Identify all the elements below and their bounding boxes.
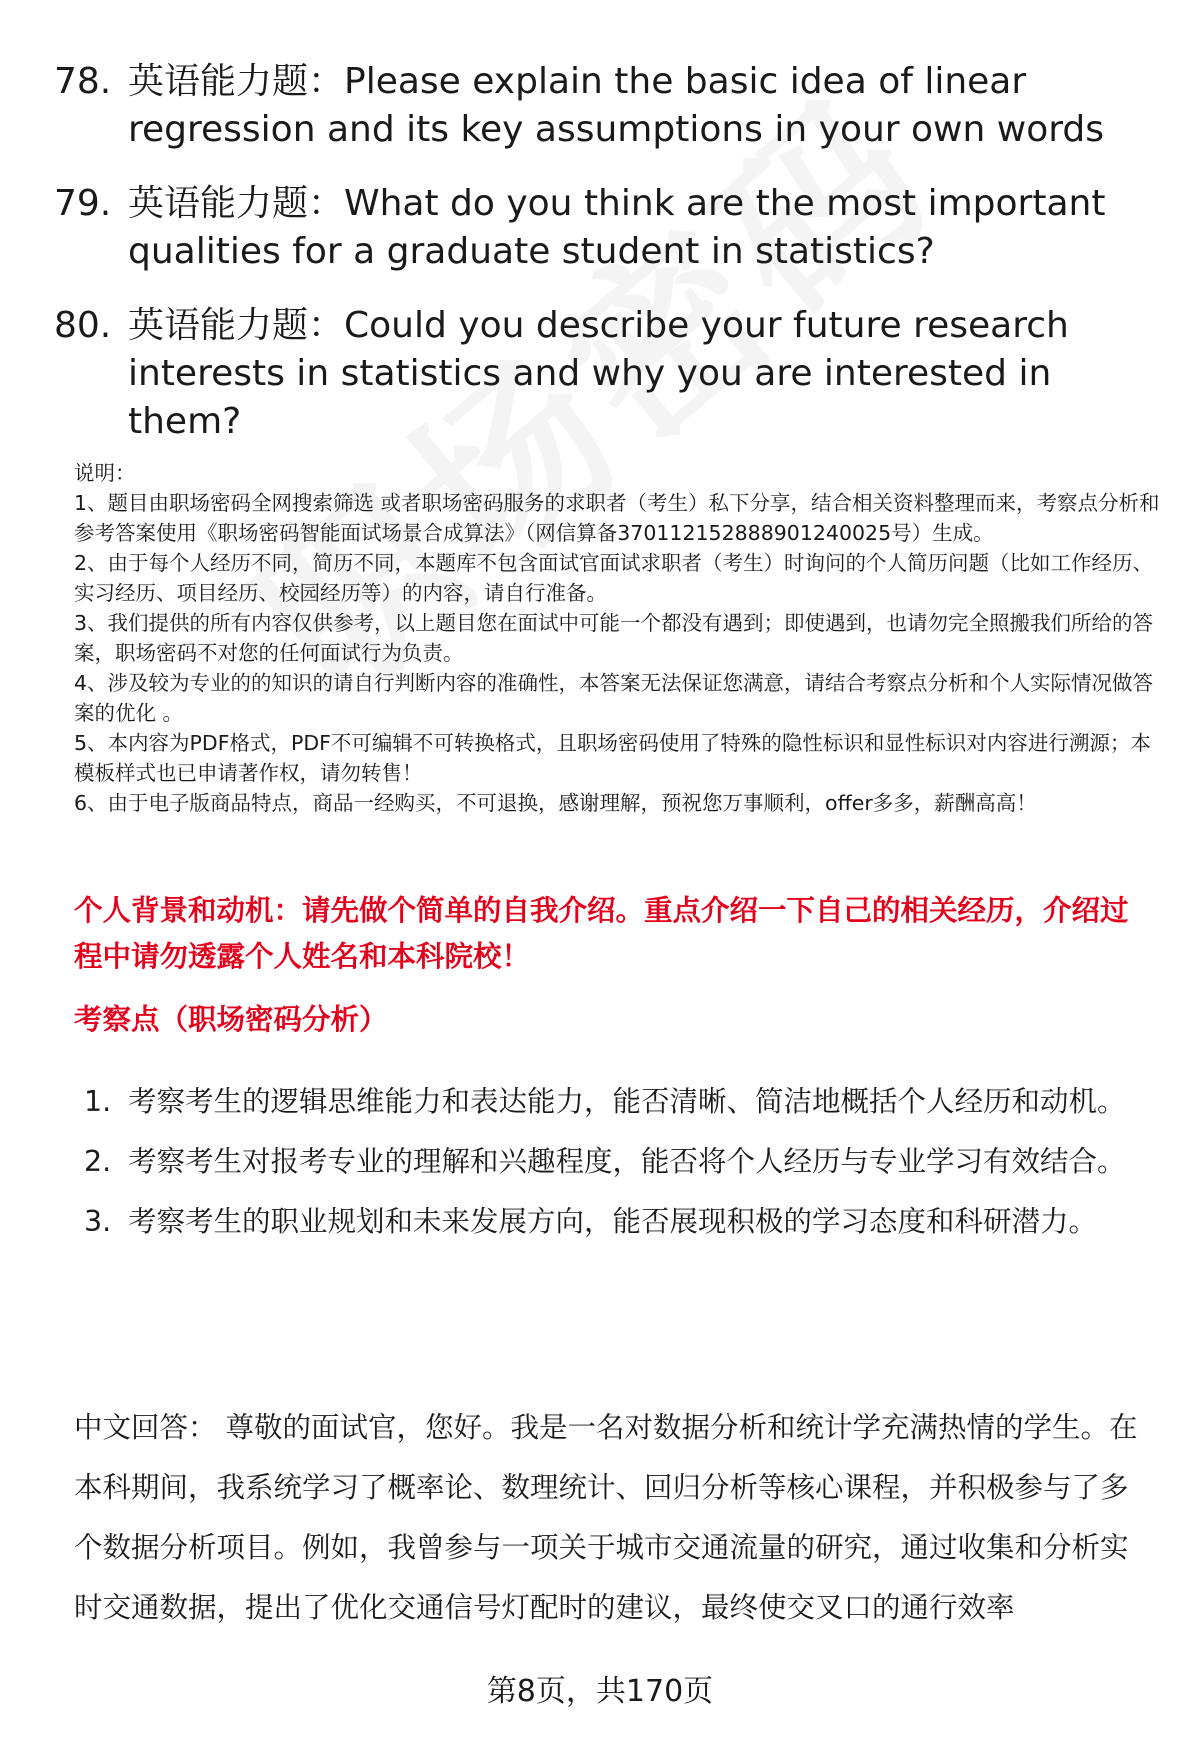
question-number: 79. bbox=[54, 183, 112, 224]
page-footer: 第8页，共170页 bbox=[486, 1674, 714, 1709]
highlight-question: 个人背景和动机：请先做个简单的自我介绍。重点介绍一下自己的相关经历，介绍过程中请勿透露个人姓名和本科院校！ bbox=[74, 894, 1129, 973]
notes-section bbox=[74, 458, 1164, 818]
point-number: 1. bbox=[84, 1085, 112, 1118]
analysis-title: 考察点（职场密码分析） bbox=[74, 1003, 388, 1036]
note-item: 6、由于电子版商品特点，商品一经购买，不可退换，感谢理解，预祝您万事顺利，offer多多，薪酬高高！ bbox=[74, 791, 1037, 815]
question-item bbox=[54, 58, 1164, 154]
answer-paragraph: 中文回答： 尊敬的面试官，您好。我是一名对数据分析和统计学充满热情的学生。在本科期间，我系统学习了概率论、数理统计、回归分析等核心课程，并积极参与了多个数据分析项目。例如，我曾参与一项关于城市交通流量的研究，通过收集和分析实时交通数据，提出了优化交通信号灯配时的建议，最终使交叉口的通行效率 bbox=[74, 1411, 1138, 1624]
question-number: 78. bbox=[54, 61, 112, 102]
note-item: 5、本内容为PDF格式，PDF不可编辑不可转换格式，且职场密码使用了特殊的隐性标识和显性标识对内容进行溯源；本模板样式也已申请著作权，请勿转售！ bbox=[74, 731, 1151, 785]
point-text: 考察考生的逻辑思维能力和表达能力，能否清晰、简洁地概括个人经历和动机。 bbox=[128, 1085, 1126, 1118]
analysis-point bbox=[84, 1192, 1144, 1252]
question-item bbox=[54, 302, 1164, 446]
note-item: 1、题目由职场密码全网搜索筛选 或者职场密码服务的求职者（考生）私下分享，结合相关资料整理而来，考察点分析和参考答案使用《职场密码智能面试场景合成算法》（网信算备370112152888901240025号）生成。 bbox=[74, 491, 1160, 545]
notes-heading: 说明： bbox=[74, 461, 136, 485]
note-item: 2、由于每个人经历不同，简历不同，本题库不包含面试官面试求职者（考生）时询问的个人简历问题（比如工作经历、实习经历、项目经历、校园经历等）的内容，请自行准备。 bbox=[74, 551, 1154, 605]
note-item: 4、涉及较为专业的的知识的请自行判断内容的准确性，本答案无法保证您满意，请结合考察点分析和个人实际情况做答案的优化 。 bbox=[74, 671, 1154, 725]
point-number: 3. bbox=[84, 1205, 112, 1238]
point-text: 考察考生的职业规划和未来发展方向，能否展现积极的学习态度和科研潜力。 bbox=[128, 1205, 1098, 1238]
question-text: 英语能力题：Please explain the basic idea of linear regression and its key assumptions in your own words bbox=[128, 61, 1105, 150]
question-text: 英语能力题：Could you describe your future research interests in statistics and why you are interested in them? bbox=[128, 305, 1069, 442]
note-item: 3、我们提供的所有内容仅供参考，以上题目您在面试中可能一个都没有遇到；即使遇到，也请勿完全照搬我们所给的答案，职场密码不对您的任何面试行为负责。 bbox=[74, 611, 1154, 665]
analysis-point bbox=[84, 1132, 1144, 1192]
question-number: 80. bbox=[54, 305, 112, 346]
analysis-points bbox=[84, 1072, 1144, 1252]
point-text: 考察考生对报考专业的理解和兴趣程度，能否将个人经历与专业学习有效结合。 bbox=[128, 1145, 1126, 1178]
analysis-point bbox=[84, 1072, 1144, 1132]
point-number: 2. bbox=[84, 1145, 112, 1178]
question-text: 英语能力题：What do you think are the most important qualities for a graduate student in statistics? bbox=[128, 183, 1106, 272]
question-item bbox=[54, 180, 1164, 276]
question-list bbox=[54, 58, 1164, 472]
